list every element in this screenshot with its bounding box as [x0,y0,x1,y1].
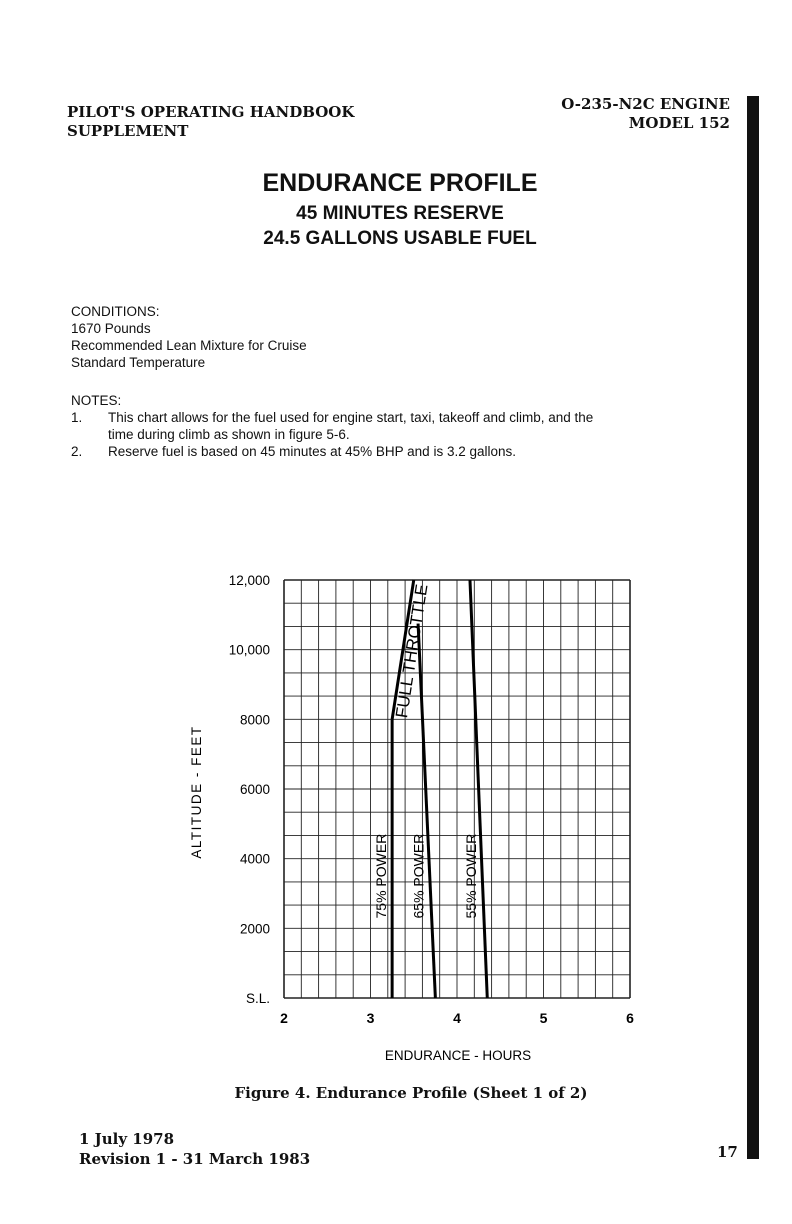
note-item [71,409,593,443]
x-tick-label: 4 [453,1010,461,1026]
header-left [67,103,354,141]
x-axis-label: ENDURANCE - HOURS [384,1048,532,1063]
note-item [71,443,593,460]
condition-item: Recommended Lean Mixture for Cruise [71,338,307,353]
notes-block [71,392,593,460]
conditions-block [71,303,307,371]
series-label-65-power: 65% POWER [410,833,427,919]
note-text-line: This chart allows for the fuel used for engine start, taxi, takeoff and climb, and the [108,410,594,425]
endurance-chart [0,560,792,1070]
x-tick-label: 5 [539,1010,548,1026]
note-text-line: time during climb as shown in figure 5-6. [108,427,350,442]
condition-item: 1670 Pounds [71,321,151,336]
series-line-65-power [418,624,435,998]
header-model: MODEL 152 [628,114,730,132]
y-tick-label: 8000 [239,712,270,728]
x-tick-label: 6 [626,1010,634,1026]
header-right [561,95,730,133]
y-axis-label: ALTITUDE - FEET [189,725,204,859]
note-text-line: Reserve fuel is based on 45 minutes at 45% BHP and is 3.2 gallons. [108,444,516,459]
header-engine: O-235-N2C ENGINE [561,95,730,113]
series-label-full-throttle: FULL THROTTLE [392,582,432,720]
chart-series-labels [373,583,479,919]
x-tick-label: 2 [280,1010,288,1026]
y-tick-label: S.L. [245,991,270,1006]
condition-item: Standard Temperature [71,355,206,370]
footer-date: 1 July 1978 [79,1130,175,1148]
note-number: 1. [71,410,83,425]
header-handbook-title: PILOT'S OPERATING HANDBOOK [67,103,355,121]
series-label-75-power: 75% POWER [372,833,389,919]
y-tick-label: 10,000 [228,642,270,658]
chart-ticks [229,573,634,1026]
header-supplement: SUPPLEMENT [67,122,189,140]
y-tick-label: 2000 [239,921,270,937]
conditions-heading: CONDITIONS: [71,304,160,319]
page-subtitle-reserve: 45 MINUTES RESERVE [296,203,504,224]
chart-grid [284,580,630,998]
footer-dates [79,1129,310,1169]
x-tick-label: 3 [366,1010,375,1026]
page-title: ENDURANCE PROFILE [262,169,538,197]
note-number: 2. [71,444,83,459]
y-tick-label: 6000 [239,782,270,797]
series-label-55-power: 55% POWER [462,833,479,919]
y-tick-label: 4000 [239,851,270,867]
page-subtitle-fuel: 24.5 GALLONS USABLE FUEL [263,228,537,249]
figure-caption: Figure 4. Endurance Profile (Sheet 1 of 2) [234,1084,588,1102]
page-number: 17 [717,1143,738,1161]
y-tick-label: 12,000 [228,573,270,588]
footer-revision: Revision 1 - 31 March 1983 [79,1150,311,1168]
notes-heading: NOTES: [71,393,122,408]
note-text [108,409,593,443]
